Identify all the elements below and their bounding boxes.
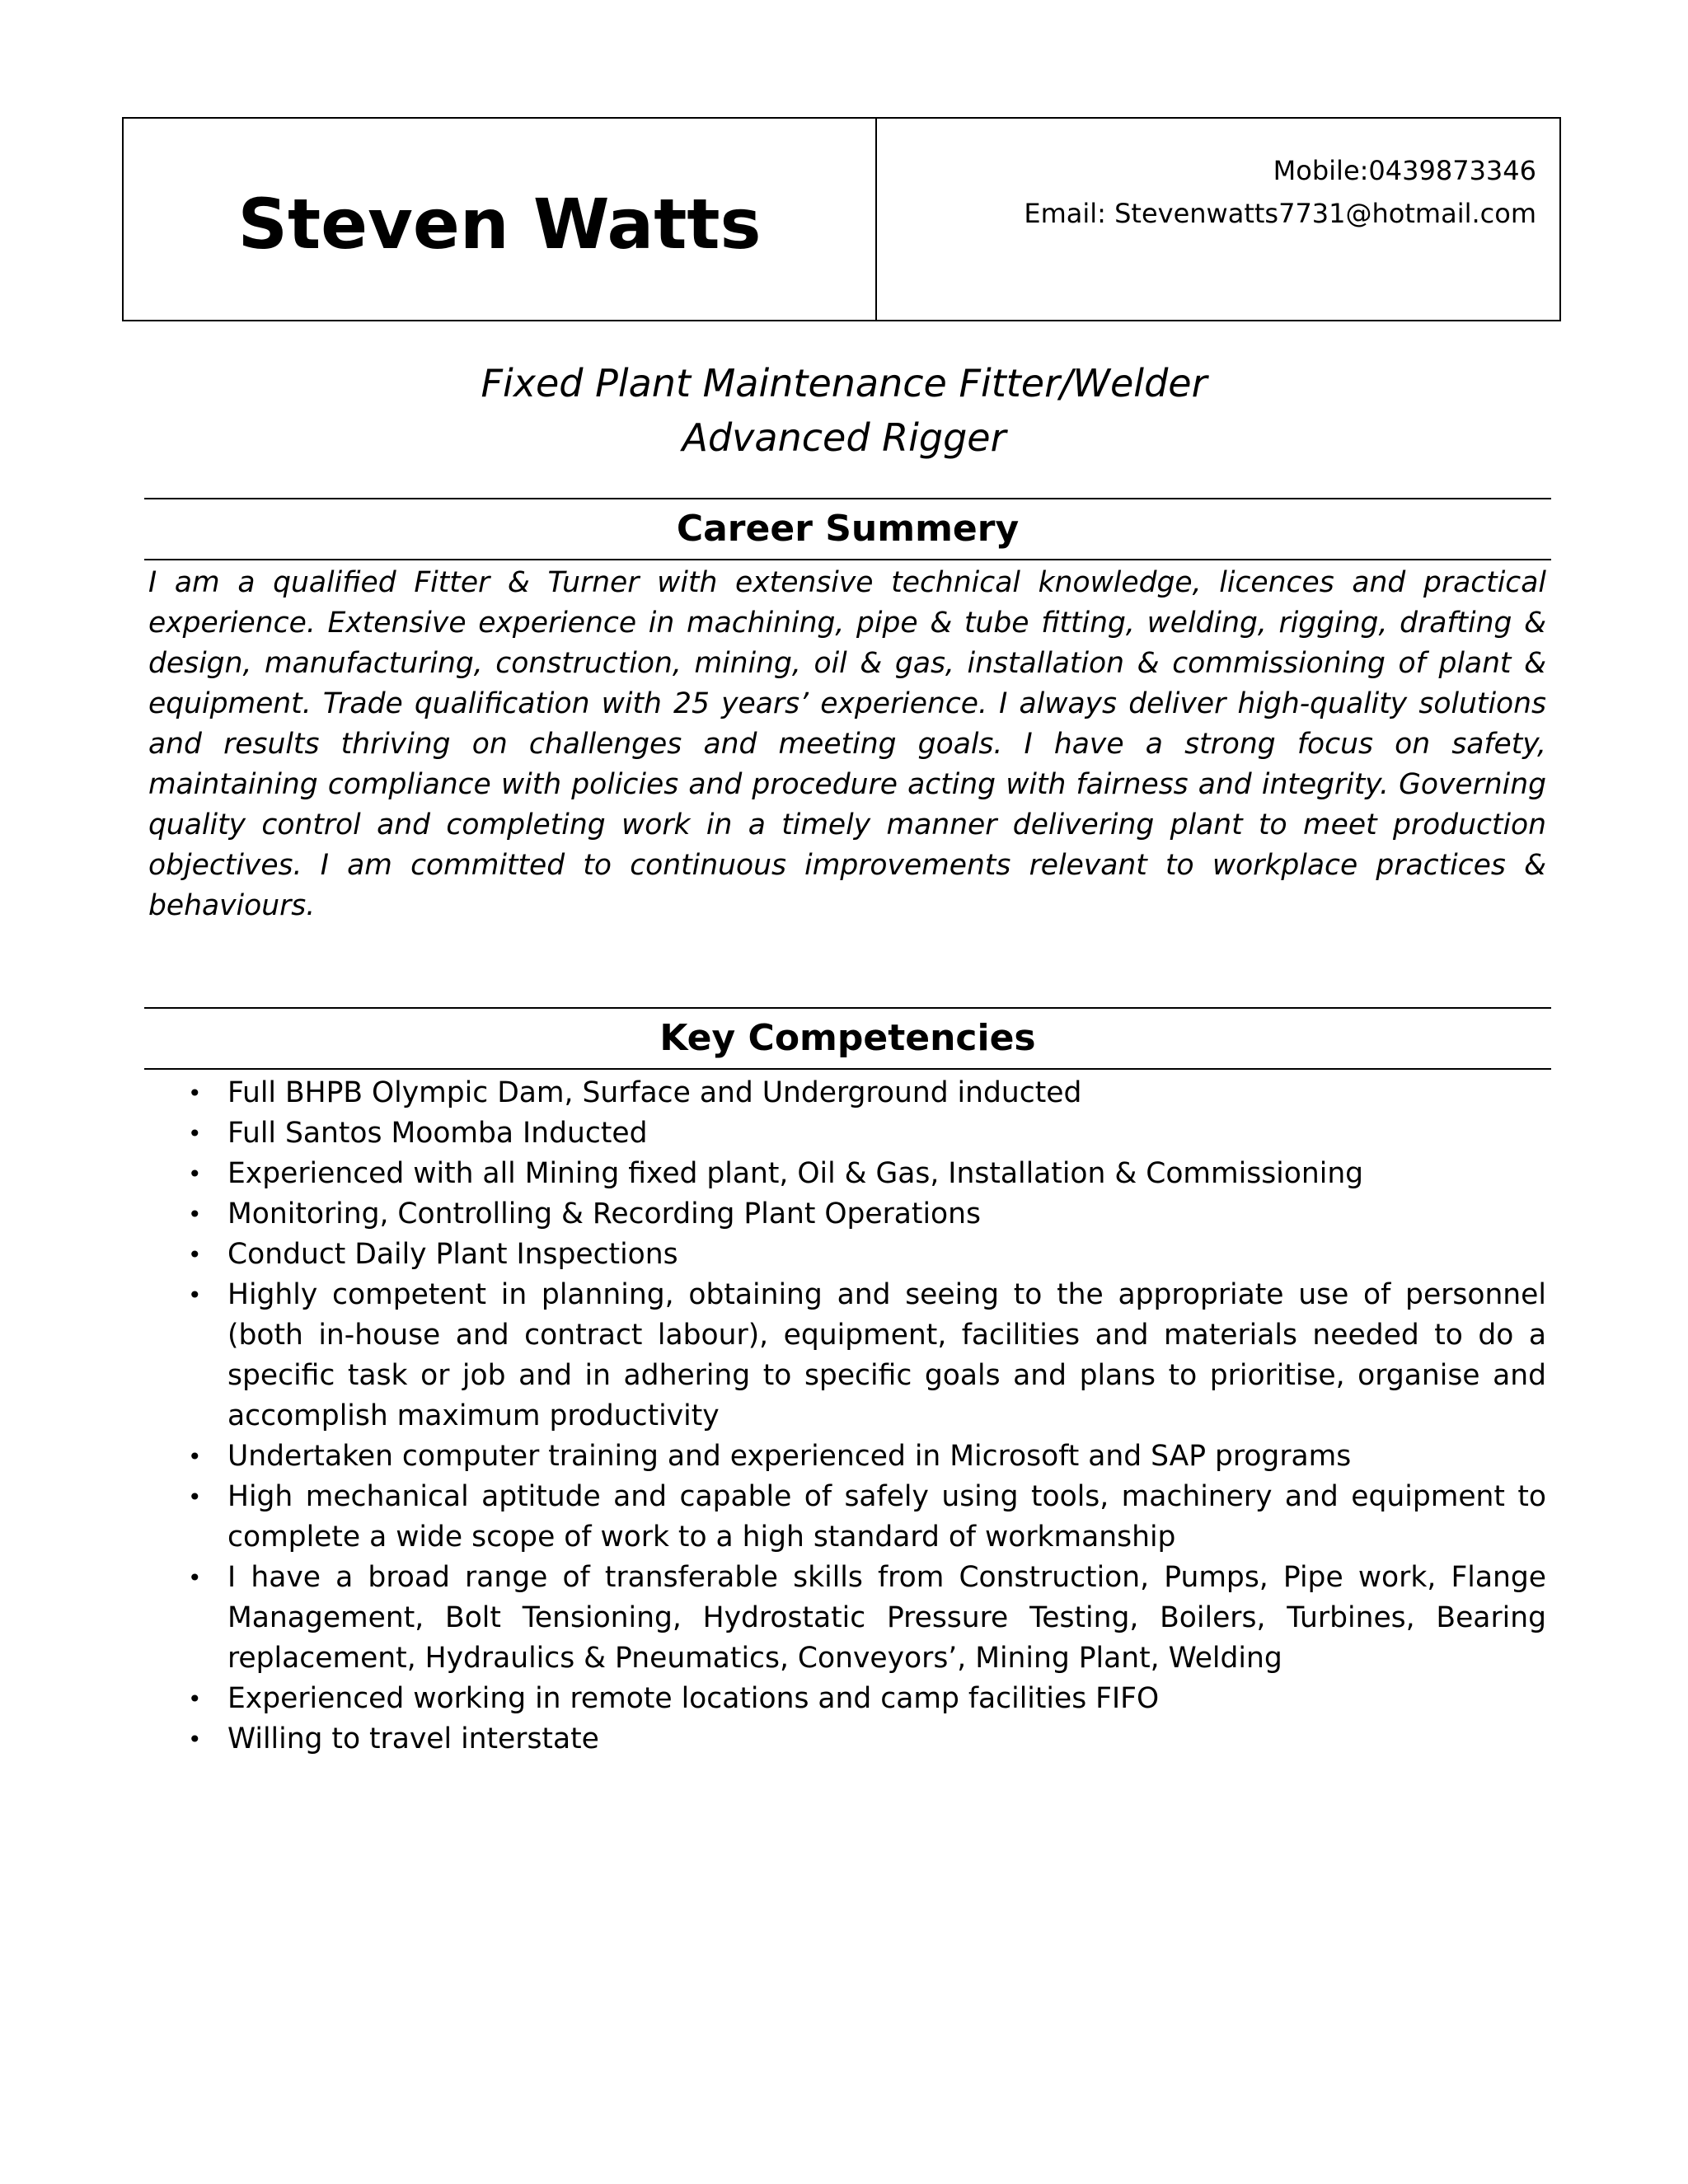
career-summary-heading: Career Summery (144, 498, 1551, 560)
bullet-icon: • (188, 1483, 202, 1511)
bullet-icon: • (188, 1160, 202, 1188)
candidate-name: Steven Watts (237, 184, 762, 265)
list-item (148, 1477, 1546, 1558)
list-item (148, 1113, 1546, 1154)
career-summary-text: I am a qualified Fitter & Turner with extensive technical knowledge, licences and practical experience. Extensive experience in machining, pipe & tube fitting, welding, rigging, drafting & design, manufacturing, construction, mining, oil & gas, installation & commissioning of plant & equipment. Trade qualification with 25 years’ experience. I always deliver high-quality solutions and results thriving on challenges and meeting goals. I have a strong focus on safety, maintaining compliance with policies and procedure acting with fairness and integrity. Governing quality control and completing work in a timely manner delivering plant to meet production objectives. I am committed to continuous improvements relevant to workplace practices & behaviours. (148, 566, 1546, 922)
bullet-icon: • (188, 1201, 202, 1228)
list-item (148, 1194, 1546, 1235)
contact-mobile: Mobile:0439873346 (1273, 155, 1536, 186)
bullet-icon: • (188, 1726, 202, 1753)
job-title-secondary: Advanced Rigger (682, 415, 1006, 460)
bullet-icon: • (188, 1443, 202, 1470)
key-competencies-heading: Key Competencies (144, 1007, 1551, 1070)
contact-email: Email: Stevenwatts7731@hotmail.com (1024, 198, 1536, 229)
list-item (148, 1073, 1546, 1113)
list-item (148, 1719, 1546, 1760)
job-title-primary: Fixed Plant Maintenance Fitter/Welder (481, 361, 1207, 405)
bullet-icon: • (188, 1282, 202, 1309)
bullet-icon: • (188, 1080, 202, 1107)
competency-text: I have a broad range of transferable skills from Construction, Pumps, Pipe work, Flange Management, Bolt Tensioning, Hydrostatic Pressure Testing, Boilers, Turbines, Bearing replacement, Hydraulics & Pneumatics, Conveyors’, Mining Plant, Welding (227, 1561, 1546, 1675)
competency-text: High mechanical aptitude and capable of safely using tools, machinery and equipment to complete a wide scope of work to a high standard of workmanship (227, 1480, 1546, 1554)
competency-text: Full BHPB Olympic Dam, Surface and Underground inducted (227, 1076, 1082, 1109)
competency-text: Undertaken computer training and experienced in Microsoft and SAP programs (227, 1440, 1352, 1473)
competency-text: Willing to travel interstate (227, 1722, 599, 1755)
contact-cell (877, 119, 1559, 320)
list-item (148, 1154, 1546, 1194)
name-cell (124, 119, 877, 320)
header-box (122, 117, 1561, 321)
competency-text: Full Santos Moomba Inducted (227, 1117, 648, 1150)
bullet-icon: • (188, 1120, 202, 1147)
list-item (148, 1436, 1546, 1477)
competency-text: Highly competent in planning, obtaining and seeing to the appropriate use of personnel (both in-house and contract labour), equipment, facilities and materials needed to do a specific task or job and in adhering to specific goals and plans to prioritise, organise and accomplish maximum productivity (227, 1278, 1546, 1432)
list-item (148, 1679, 1546, 1719)
bullet-icon: • (188, 1564, 202, 1591)
competency-text: Monitoring, Controlling & Recording Plant Operations (227, 1197, 981, 1230)
bullet-icon: • (188, 1685, 202, 1713)
competencies-list (148, 1073, 1546, 1760)
competency-text: Experienced working in remote locations and camp facilities FIFO (227, 1682, 1160, 1715)
list-item (148, 1275, 1546, 1436)
list-item (148, 1558, 1546, 1679)
list-item (148, 1235, 1546, 1275)
competency-text: Conduct Daily Plant Inspections (227, 1238, 678, 1271)
competency-text: Experienced with all Mining fixed plant, Oil & Gas, Installation & Commissioning (227, 1157, 1364, 1190)
bullet-icon: • (188, 1241, 202, 1268)
